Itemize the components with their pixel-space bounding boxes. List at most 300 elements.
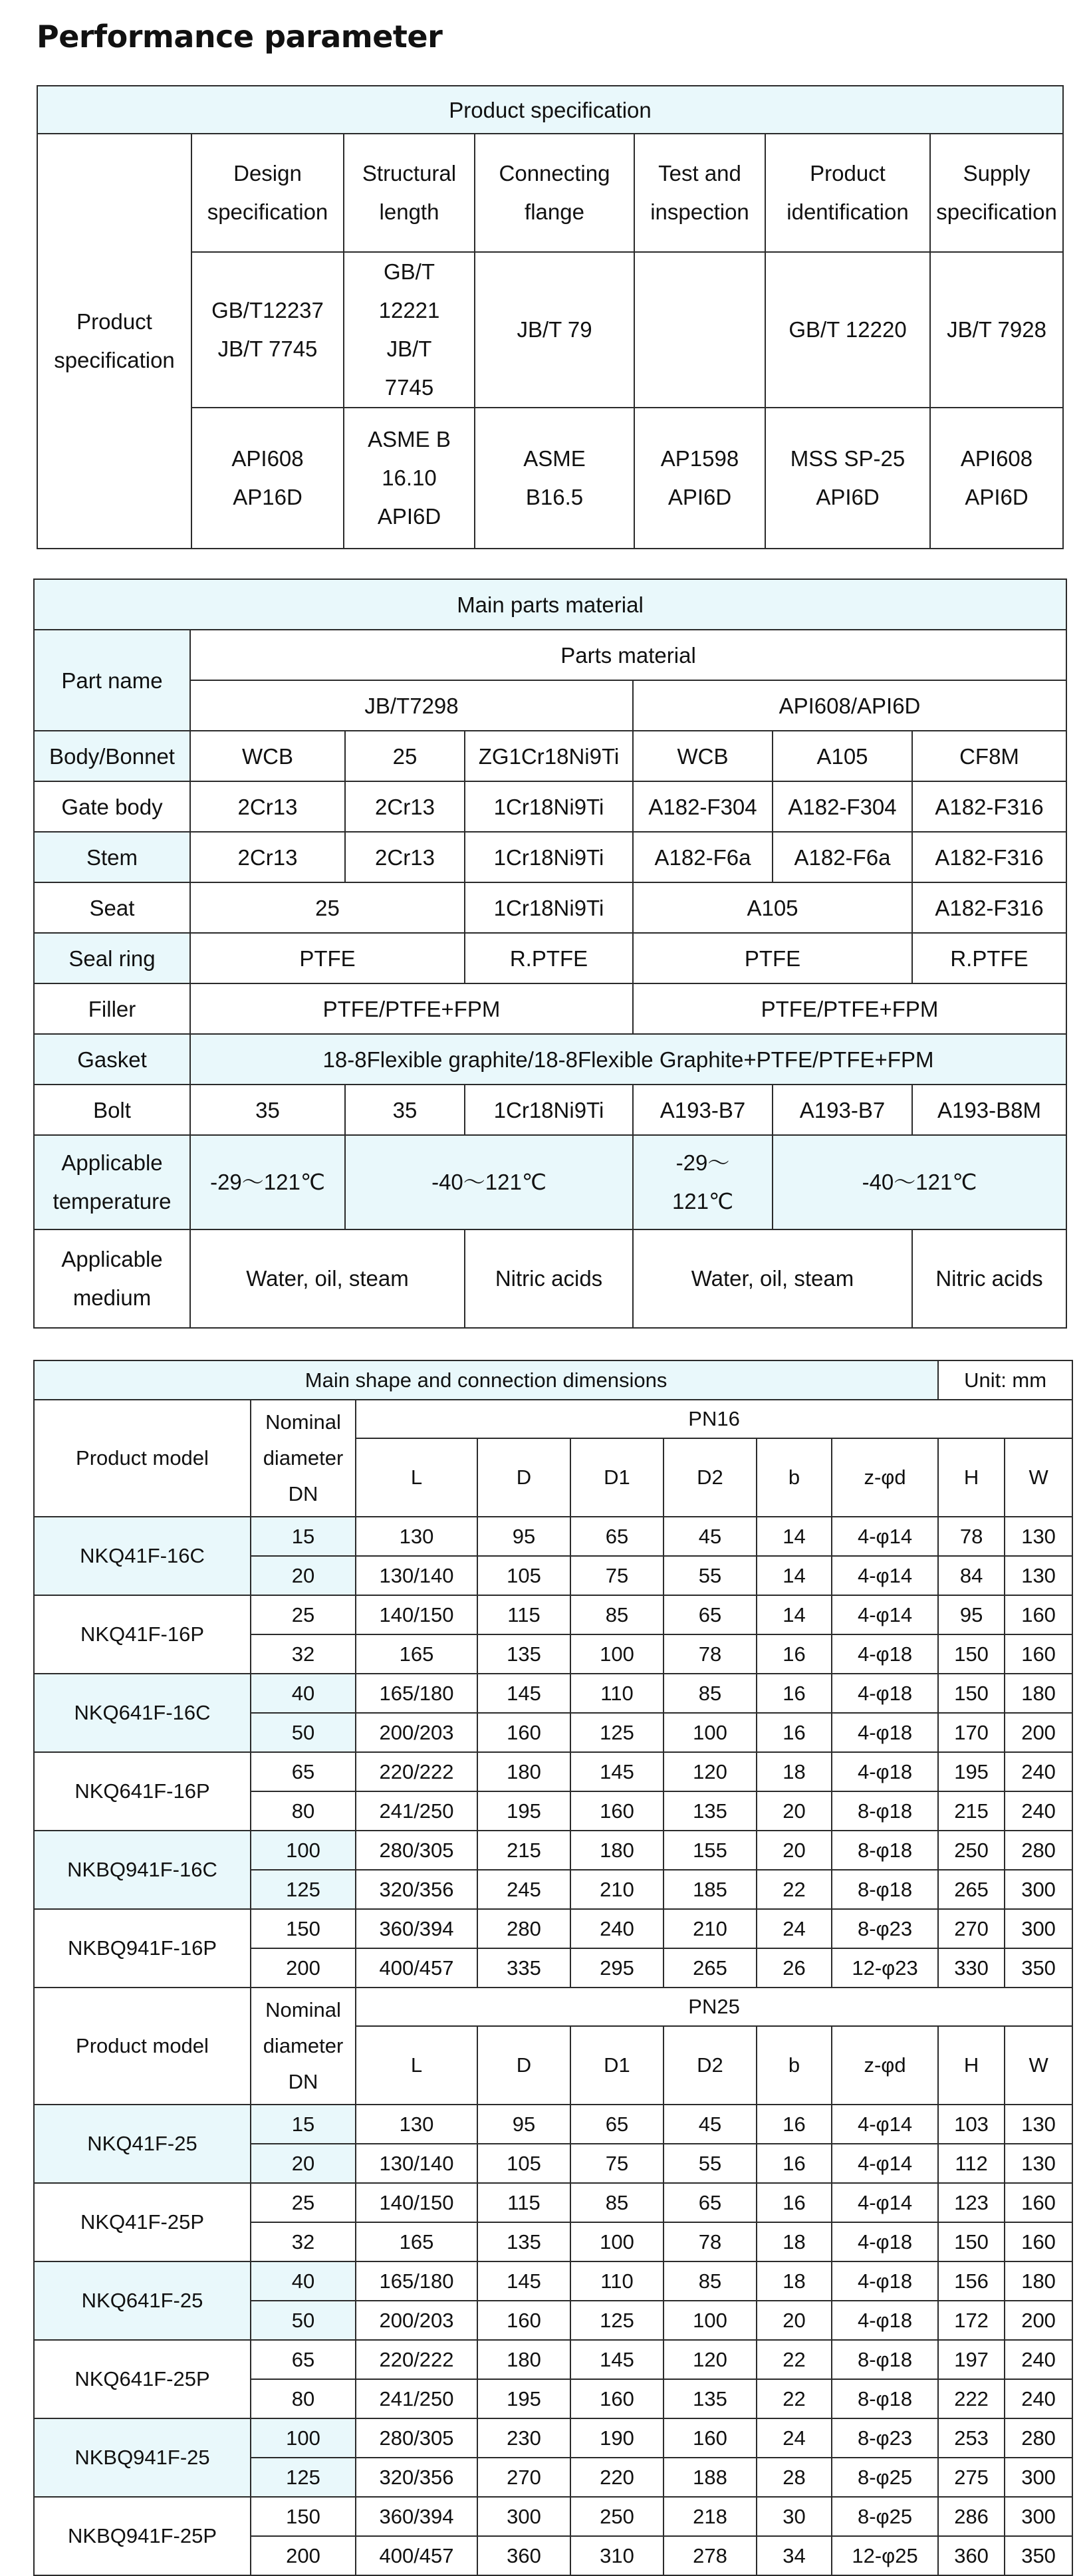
dimension-cell: 190 (570, 2418, 664, 2458)
product-specification-table (37, 85, 1064, 549)
dimension-cell: 85 (664, 1674, 757, 1713)
product-model-cell: NKQ641F-25P (34, 2340, 251, 2418)
row-label: Seat (34, 882, 190, 933)
dimension-cell: 185 (664, 1870, 757, 1909)
column-header: H (938, 2026, 1005, 2105)
spec-col-header: Structural length (344, 134, 475, 252)
dimension-cell: 4-φ14 (832, 2144, 938, 2183)
product-model-cell: NKQ41F-25 (34, 2105, 251, 2183)
dimension-cell: 8-φ25 (832, 2458, 938, 2497)
material-cell: Nitric acids (465, 1229, 633, 1328)
row-label: Applicable temperature (34, 1135, 190, 1229)
dn-cell: 20 (251, 2144, 356, 2183)
dimension-cell: 22 (757, 2340, 832, 2379)
spec-cell (634, 252, 765, 408)
dimension-cell: 150 (938, 1634, 1005, 1674)
material-cell: A182-F316 (912, 781, 1066, 832)
dn-cell: 65 (251, 2340, 356, 2379)
dimension-cell: 4-φ18 (832, 1674, 938, 1713)
dimension-cell: 145 (477, 2261, 570, 2301)
dimension-cell: 65 (570, 2105, 664, 2144)
dimension-cell: 100 (570, 2222, 664, 2261)
dimension-cell: 4-φ18 (832, 2261, 938, 2301)
dimension-cell: 123 (938, 2183, 1005, 2222)
dimension-cell: 8-φ18 (832, 2379, 938, 2418)
dimension-cell: 145 (570, 2340, 664, 2379)
dn-cell: 200 (251, 2536, 356, 2575)
material-cell: 1Cr18Ni9Ti (465, 832, 633, 882)
dimension-cell: 115 (477, 1595, 570, 1634)
dimension-cell: 241/250 (356, 2379, 477, 2418)
dimension-cell: 280/305 (356, 2418, 477, 2458)
dimension-cell: 8-φ18 (832, 1831, 938, 1870)
row-label: Body/Bonnet (34, 731, 190, 781)
dimension-cell: 280 (477, 1909, 570, 1948)
dimension-cell: 165/180 (356, 1674, 477, 1713)
dimension-cell: 4-φ14 (832, 2105, 938, 2144)
spec-cell: GB/T12237 JB/T 7745 (191, 252, 344, 408)
dimension-cell: 125 (570, 2301, 664, 2340)
dimension-cell: 220/222 (356, 2340, 477, 2379)
product-model-header: Product model (34, 1988, 251, 2105)
dn-cell: 15 (251, 2105, 356, 2144)
dimension-cell: 135 (664, 2379, 757, 2418)
column-header: b (757, 2026, 832, 2105)
column-header: L (356, 2026, 477, 2105)
material-cell: 2Cr13 (345, 832, 465, 882)
dimension-cell: 12-φ23 (832, 1948, 938, 1988)
material-cell: PTFE/PTFE+FPM (190, 983, 633, 1034)
dimension-cell: 200 (1005, 1713, 1072, 1752)
dimension-cell: 156 (938, 2261, 1005, 2301)
dimension-cell: 350 (1005, 1948, 1072, 1988)
dn-cell: 25 (251, 2183, 356, 2222)
dimension-cell: 8-φ25 (832, 2497, 938, 2536)
dimension-cell: 400/457 (356, 2536, 477, 2575)
standard-header: API608/API6D (633, 680, 1066, 731)
dimension-cell: 180 (477, 1752, 570, 1791)
dimension-cell: 65 (664, 2183, 757, 2222)
spec-cell: API608 API6D (930, 408, 1063, 549)
dimension-cell: 188 (664, 2458, 757, 2497)
dimension-cell: 105 (477, 1556, 570, 1595)
dimension-cell: 275 (938, 2458, 1005, 2497)
dimension-cell: 300 (477, 2497, 570, 2536)
dimension-cell: 75 (570, 1556, 664, 1595)
column-header: D2 (664, 2026, 757, 2105)
dimension-cell: 4-φ14 (832, 2183, 938, 2222)
dimension-cell: 135 (664, 1791, 757, 1831)
dimension-cell: 240 (1005, 2379, 1072, 2418)
spec-cell: GB/T 12221 JB/T 7745 (344, 252, 475, 408)
dimension-cell: 8-φ23 (832, 1909, 938, 1948)
dimension-cell: 16 (757, 2105, 832, 2144)
dimension-cell: 195 (938, 1752, 1005, 1791)
dimension-cell: 278 (664, 2536, 757, 2575)
dimension-cell: 18 (757, 1752, 832, 1791)
dn-cell: 32 (251, 1634, 356, 1674)
dimension-cell: 78 (664, 2222, 757, 2261)
dimension-cell: 270 (938, 1909, 1005, 1948)
nominal-diameter-header: Nominal diameter DN (251, 1988, 356, 2105)
material-cell: 35 (190, 1085, 345, 1135)
material-cell: A193-B7 (633, 1085, 773, 1135)
dimension-cell: 130 (356, 2105, 477, 2144)
material-cell: A105 (773, 731, 912, 781)
material-cell: 2Cr13 (345, 781, 465, 832)
dimension-cell: 55 (664, 2144, 757, 2183)
dimension-cell: 103 (938, 2105, 1005, 2144)
product-model-cell: NKQ641F-16C (34, 1674, 251, 1752)
dimension-cell: 170 (938, 1713, 1005, 1752)
material-cell: -29～121℃ (190, 1135, 345, 1229)
dimension-cell: 20 (757, 1831, 832, 1870)
material-cell: A182-F316 (912, 832, 1066, 882)
spec-cell: API608 AP16D (191, 408, 344, 549)
dimension-cell: 4-φ14 (832, 1517, 938, 1556)
spec-cell: GB/T 12220 (765, 252, 930, 408)
dimension-cell: 22 (757, 1870, 832, 1909)
dimension-cell: 222 (938, 2379, 1005, 2418)
dn-cell: 50 (251, 1713, 356, 1752)
dimension-cell: 241/250 (356, 1791, 477, 1831)
row-label: Gasket (34, 1034, 190, 1085)
dimension-cell: 26 (757, 1948, 832, 1988)
dimension-cell: 200/203 (356, 1713, 477, 1752)
dimension-cell: 20 (757, 2301, 832, 2340)
dimension-cell: 8-φ18 (832, 1870, 938, 1909)
dimension-cell: 280 (1005, 2418, 1072, 2458)
spec-col-header: Design specification (191, 134, 344, 252)
column-header: D (477, 1438, 570, 1517)
dimension-cell: 140/150 (356, 1595, 477, 1634)
dimension-cell: 300 (1005, 2458, 1072, 2497)
material-cell: A182-F304 (773, 781, 912, 832)
dimension-cell: 160 (1005, 2222, 1072, 2261)
dimension-cell: 360 (938, 2536, 1005, 2575)
dn-cell: 80 (251, 2379, 356, 2418)
dimension-cell: 160 (1005, 1634, 1072, 1674)
dimension-cell: 14 (757, 1556, 832, 1595)
dimension-cell: 4-φ14 (832, 1595, 938, 1634)
standard-header: JB/T7298 (190, 680, 633, 731)
spec-col-header: Product identification (765, 134, 930, 252)
dimension-cell: 310 (570, 2536, 664, 2575)
column-header: D1 (570, 1438, 664, 1517)
material-cell: 1Cr18Ni9Ti (465, 882, 633, 933)
dimension-cell: 84 (938, 1556, 1005, 1595)
material-cell: A193-B7 (773, 1085, 912, 1135)
dimension-cell: 265 (938, 1870, 1005, 1909)
dn-cell: 100 (251, 1831, 356, 1870)
dn-cell: 80 (251, 1791, 356, 1831)
material-cell: PTFE (633, 933, 912, 983)
dimension-cell: 130 (1005, 1517, 1072, 1556)
spec-header: Product specification (37, 86, 1063, 134)
dimension-cell: 265 (664, 1948, 757, 1988)
dimension-cell: 300 (1005, 1909, 1072, 1948)
material-cell: 18-8Flexible graphite/18-8Flexible Graphite+PTFE/PTFE+FPM (190, 1034, 1066, 1085)
spec-cell: AP1598 API6D (634, 408, 765, 549)
column-header: H (938, 1438, 1005, 1517)
column-header: b (757, 1438, 832, 1517)
material-cell: Water, oil, steam (190, 1229, 465, 1328)
dimension-cell: 280 (1005, 1831, 1072, 1870)
material-cell: A182-F6a (773, 832, 912, 882)
dimension-cell: 240 (570, 1909, 664, 1948)
dn-cell: 65 (251, 1752, 356, 1791)
column-header: L (356, 1438, 477, 1517)
dimension-cell: 22 (757, 2379, 832, 2418)
dimension-cell: 160 (477, 2301, 570, 2340)
dimension-cell: 280/305 (356, 1831, 477, 1870)
dimension-cell: 100 (664, 1713, 757, 1752)
dimension-cell: 215 (477, 1831, 570, 1870)
dimension-cell: 197 (938, 2340, 1005, 2379)
material-cell: 1Cr18Ni9Ti (465, 781, 633, 832)
dimension-cell: 24 (757, 1909, 832, 1948)
dimension-cell: 165 (356, 1634, 477, 1674)
product-model-header: Product model (34, 1400, 251, 1517)
dimension-cell: 120 (664, 1752, 757, 1791)
dimension-cell: 172 (938, 2301, 1005, 2340)
spec-cell: MSS SP-25 API6D (765, 408, 930, 549)
part-name-header: Part name (34, 630, 190, 731)
dimension-cell: 8-φ18 (832, 1791, 938, 1831)
parts-material-header: Parts material (190, 630, 1066, 680)
material-cell: A182-F316 (912, 882, 1066, 933)
product-model-cell: NKBQ941F-25P (34, 2497, 251, 2575)
dn-cell: 20 (251, 1556, 356, 1595)
spec-col-header: Supply specification (930, 134, 1063, 252)
dimension-cell: 78 (664, 1634, 757, 1674)
pressure-class-header: PN16 (356, 1400, 1072, 1438)
column-header: z-φd (832, 2026, 938, 2105)
dimension-cell: 4-φ14 (832, 1556, 938, 1595)
material-cell: WCB (190, 731, 345, 781)
dimension-cell: 8-φ18 (832, 2340, 938, 2379)
dimension-cell: 110 (570, 2261, 664, 2301)
dimension-cell: 100 (570, 1634, 664, 1674)
page-title: Performance parameter (37, 19, 443, 55)
dimension-cell: 95 (938, 1595, 1005, 1634)
dimension-cell: 24 (757, 2418, 832, 2458)
dimension-cell: 240 (1005, 2340, 1072, 2379)
spec-cell: JB/T 79 (475, 252, 634, 408)
dn-cell: 100 (251, 2418, 356, 2458)
dimension-cell: 75 (570, 2144, 664, 2183)
spec-col-header: Test and inspection (634, 134, 765, 252)
product-model-cell: NKQ41F-16P (34, 1595, 251, 1674)
material-cell: PTFE/PTFE+FPM (633, 983, 1066, 1034)
dimension-cell: 78 (938, 1517, 1005, 1556)
dn-cell: 125 (251, 1870, 356, 1909)
material-cell: 25 (345, 731, 465, 781)
dimension-cell: 115 (477, 2183, 570, 2222)
dimensions-table (33, 1360, 1073, 2576)
column-header: W (1005, 1438, 1072, 1517)
material-cell: -40～121℃ (773, 1135, 1066, 1229)
material-cell: 2Cr13 (190, 832, 345, 882)
dimension-cell: 250 (570, 2497, 664, 2536)
material-cell: CF8M (912, 731, 1066, 781)
dn-cell: 50 (251, 2301, 356, 2340)
product-model-cell: NKQ641F-25 (34, 2261, 251, 2340)
dimension-cell: 16 (757, 1674, 832, 1713)
dimension-cell: 150 (938, 2222, 1005, 2261)
product-model-cell: NKBQ941F-25 (34, 2418, 251, 2497)
parts-material-table (33, 579, 1067, 1329)
dimension-cell: 400/457 (356, 1948, 477, 1988)
material-cell: 25 (190, 882, 465, 933)
dimension-cell: 215 (938, 1791, 1005, 1831)
dimension-cell: 360/394 (356, 2497, 477, 2536)
dimension-cell: 253 (938, 2418, 1005, 2458)
material-cell: R.PTFE (465, 933, 633, 983)
material-cell: WCB (633, 731, 773, 781)
dn-cell: 150 (251, 1909, 356, 1948)
dimension-cell: 110 (570, 1674, 664, 1713)
dimension-cell: 220 (570, 2458, 664, 2497)
column-header: W (1005, 2026, 1072, 2105)
dimension-cell: 130 (1005, 2144, 1072, 2183)
row-label: Stem (34, 832, 190, 882)
dimension-cell: 12-φ25 (832, 2536, 938, 2575)
product-model-cell: NKBQ941F-16C (34, 1831, 251, 1909)
row-label: Bolt (34, 1085, 190, 1135)
dimension-cell: 95 (477, 2105, 570, 2144)
dimension-cell: 120 (664, 2340, 757, 2379)
dimension-cell: 18 (757, 2261, 832, 2301)
dimension-cell: 155 (664, 1831, 757, 1870)
dimension-cell: 320/356 (356, 1870, 477, 1909)
dimension-cell: 145 (477, 1674, 570, 1713)
material-cell: -40～121℃ (345, 1135, 633, 1229)
dimension-cell: 160 (664, 2418, 757, 2458)
dimension-cell: 195 (477, 1791, 570, 1831)
dimension-cell: 4-φ18 (832, 1752, 938, 1791)
dimension-cell: 160 (570, 1791, 664, 1831)
dimension-cell: 4-φ18 (832, 1634, 938, 1674)
dimension-cell: 360/394 (356, 1909, 477, 1948)
dimension-cell: 210 (664, 1909, 757, 1948)
dimension-cell: 4-φ18 (832, 2222, 938, 2261)
dimension-cell: 245 (477, 1870, 570, 1909)
material-cell: Water, oil, steam (633, 1229, 912, 1328)
dimension-cell: 350 (1005, 2536, 1072, 2575)
nominal-diameter-header: Nominal diameter DN (251, 1400, 356, 1517)
dimension-cell: 125 (570, 1713, 664, 1752)
product-model-cell: NKQ641F-16P (34, 1752, 251, 1831)
dimension-cell: 165/180 (356, 2261, 477, 2301)
dims-header: Main shape and connection dimensions (34, 1360, 938, 1400)
material-cell: A182-F304 (633, 781, 773, 832)
dn-cell: 40 (251, 2261, 356, 2301)
material-cell: R.PTFE (912, 933, 1066, 983)
product-model-cell: NKBQ941F-16P (34, 1909, 251, 1988)
material-cell: A193-B8M (912, 1085, 1066, 1135)
spec-cell: ASME B16.5 (475, 408, 634, 549)
dimension-cell: 85 (570, 1595, 664, 1634)
dn-cell: 32 (251, 2222, 356, 2261)
dimension-cell: 240 (1005, 1752, 1072, 1791)
dimension-cell: 180 (477, 2340, 570, 2379)
dimension-cell: 130/140 (356, 2144, 477, 2183)
spec-cell: JB/T 7928 (930, 252, 1063, 408)
dimension-cell: 150 (938, 1674, 1005, 1713)
dimension-cell: 140/150 (356, 2183, 477, 2222)
dimension-cell: 240 (1005, 1791, 1072, 1831)
dimension-cell: 200/203 (356, 2301, 477, 2340)
dimension-cell: 65 (664, 1595, 757, 1634)
material-cell: 1Cr18Ni9Ti (465, 1085, 633, 1135)
dimension-cell: 335 (477, 1948, 570, 1988)
dimension-cell: 130 (1005, 2105, 1072, 2144)
materials-header: Main parts material (34, 579, 1066, 630)
dimension-cell: 250 (938, 1831, 1005, 1870)
dimension-cell: 14 (757, 1517, 832, 1556)
material-cell: A105 (633, 882, 912, 933)
material-cell: 35 (345, 1085, 465, 1135)
material-cell: 2Cr13 (190, 781, 345, 832)
dimension-cell: 286 (938, 2497, 1005, 2536)
dimension-cell: 180 (1005, 2261, 1072, 2301)
dimension-cell: 230 (477, 2418, 570, 2458)
dimension-cell: 160 (477, 1713, 570, 1752)
dn-cell: 25 (251, 1595, 356, 1634)
dimension-cell: 210 (570, 1870, 664, 1909)
dimension-cell: 180 (1005, 1674, 1072, 1713)
spec-cell: ASME B 16.10 API6D (344, 408, 475, 549)
dimension-cell: 105 (477, 2144, 570, 2183)
column-header: z-φd (832, 1438, 938, 1517)
row-label: Seal ring (34, 933, 190, 983)
dimension-cell: 295 (570, 1948, 664, 1988)
dimension-cell: 14 (757, 1595, 832, 1634)
dimension-cell: 4-φ18 (832, 2301, 938, 2340)
row-label: Filler (34, 983, 190, 1034)
column-header: D2 (664, 1438, 757, 1517)
dimension-cell: 195 (477, 2379, 570, 2418)
dimension-cell: 16 (757, 1713, 832, 1752)
row-label: Applicable medium (34, 1229, 190, 1328)
dimension-cell: 180 (570, 1831, 664, 1870)
dimension-cell: 34 (757, 2536, 832, 2575)
dimension-cell: 360 (477, 2536, 570, 2575)
dimension-cell: 55 (664, 1556, 757, 1595)
dn-cell: 125 (251, 2458, 356, 2497)
material-cell: -29～ 121℃ (633, 1135, 773, 1229)
dimension-cell: 45 (664, 2105, 757, 2144)
dimension-cell: 16 (757, 2183, 832, 2222)
dimension-cell: 112 (938, 2144, 1005, 2183)
unit-label: Unit: mm (938, 1360, 1072, 1400)
material-cell: PTFE (190, 933, 465, 983)
dimension-cell: 135 (477, 1634, 570, 1674)
dimension-cell: 65 (570, 1517, 664, 1556)
column-header: D1 (570, 2026, 664, 2105)
dimension-cell: 20 (757, 1791, 832, 1831)
dimension-cell: 100 (664, 2301, 757, 2340)
dimension-cell: 160 (1005, 1595, 1072, 1634)
dimension-cell: 16 (757, 1634, 832, 1674)
dimension-cell: 95 (477, 1517, 570, 1556)
dimension-cell: 200 (1005, 2301, 1072, 2340)
dimension-cell: 130 (356, 1517, 477, 1556)
dimension-cell: 30 (757, 2497, 832, 2536)
dimension-cell: 135 (477, 2222, 570, 2261)
product-model-cell: NKQ41F-25P (34, 2183, 251, 2261)
